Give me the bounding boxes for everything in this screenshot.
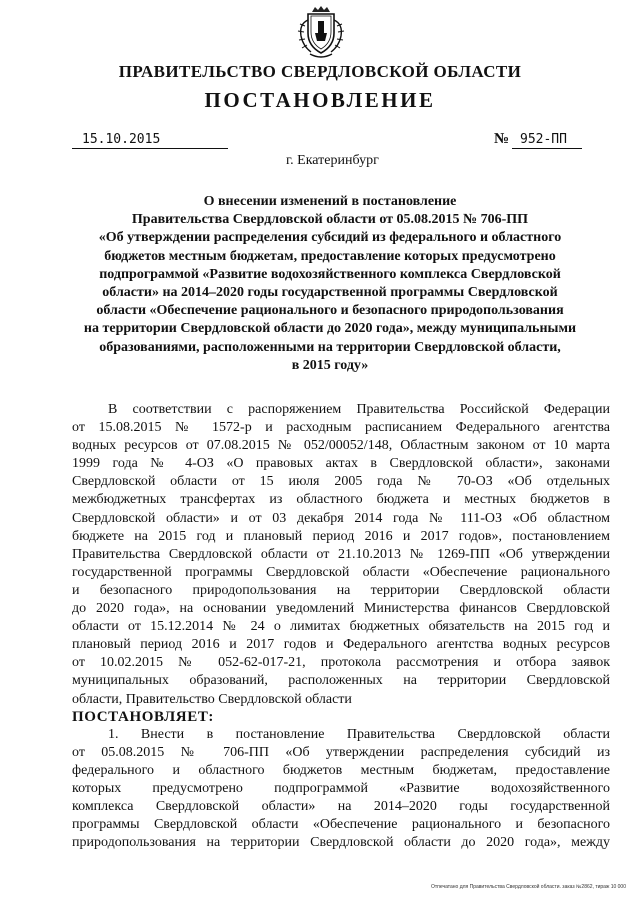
number-label: № xyxy=(494,131,510,147)
print-note: Отпечатано для Правительства Свердловской области. заказ №2862, тираж 10 000 xyxy=(430,884,626,890)
document-body xyxy=(72,401,610,852)
preamble-line: В соответствии с распоряжением Правительства Российской Федерации xyxy=(108,402,610,417)
item-1-line: от 05.08.2015 № 706-ПП «Об утверждении распределения субсидий из xyxy=(72,744,610,760)
heading-line: бюджетов местным бюджетам, предоставление которых предусмотрено xyxy=(104,248,556,264)
item-1-line: комплекса Свердловской области» на 2014–2020 годы государственной xyxy=(72,798,610,814)
heading-line: области» на 2014–2020 годы государственной программы Свердловской xyxy=(102,285,558,301)
heading-line: в 2015 году» xyxy=(291,357,369,373)
preamble-line: и безопасного природопользования на территории Свердловской области xyxy=(72,582,610,598)
preamble-line: межбюджетных трансфертах из областного бюджета и местных бюджетов в xyxy=(72,492,610,508)
heading-line: на территории Свердловской области до 2020 года», между муниципальными xyxy=(83,321,577,337)
preamble-line: до 2020 года», на основании уведомлений Министерства финансов Свердловской xyxy=(72,601,610,617)
heading-line: подпрограммой «Развитие водохозяйственного комплекса Свердловской xyxy=(99,266,561,282)
preamble-line: государственной программы Свердловской области «Обеспечение рационального xyxy=(72,564,610,580)
preamble-line: плановый период 2016 и 2017 годов и Федерального агентства водных ресурсов xyxy=(72,637,610,653)
preamble-line: муниципальных образований, расположенных на территории Свердловской xyxy=(72,673,610,689)
heading-line: «Об утверждении распределения субсидий из федерального и областного xyxy=(98,230,562,246)
heading-line: образованиями, расположенными на территории Свердловской области, xyxy=(99,339,561,355)
document-heading xyxy=(70,193,590,375)
item-1-line: природопользования на территории Свердловской области до 2020 года», между xyxy=(72,835,610,851)
document-number: 952-ПП xyxy=(512,132,582,149)
sverdlovsk-coat-of-arms-icon xyxy=(296,6,346,60)
preamble-line: Свердловской области» и от 03 декабря 2014 года № 111-ОЗ «Об областном xyxy=(72,510,610,526)
document-date: 15.10.2015 xyxy=(72,132,228,149)
item-1-line: 1. Внести в постановление Правительства Свердловской области xyxy=(108,726,610,742)
preamble-line: от 15.08.2015 № 1572-р и расходным расписанием Федерального агентства xyxy=(72,420,610,436)
preamble-line: области, Правительство Свердловской области xyxy=(72,691,352,707)
preamble-paragraph xyxy=(72,401,610,709)
resolve-heading: ПОСТАНОВЛЯЕТ: xyxy=(72,708,215,725)
heading-line: Правительства Свердловской области от 05.08.2015 № 706-ПП xyxy=(131,212,529,228)
item-1-line: федерального и областного бюджетов местным бюджетам, предоставление xyxy=(72,762,610,778)
city: г. Екатеринбург xyxy=(286,153,379,168)
document-type: ПОСТАНОВЛЕНИЕ xyxy=(204,88,436,112)
preamble-line: от 10.02.2015 № 052-62-017-21, протокола рассмотрения и отбора заявок xyxy=(72,655,610,671)
preamble-line: Свердловской области от 15 июля 2005 года № 70-ОЗ «Об отдельных xyxy=(72,474,610,490)
preamble-line: бюджете на 2015 год и плановый период 2016 и 2017 годов», постановлением xyxy=(72,528,610,544)
heading-line: О внесении изменений в постановление xyxy=(203,194,457,209)
item-1-line: программы Свердловской области «Обеспечение рационального и безопасного xyxy=(72,817,610,833)
preamble-line: Правительства Свердловской области от 21.10.2013 № 1269-ПП «Об утверждении xyxy=(72,546,610,562)
preamble-line: области от 15.12.2014 № 24 о лимитах бюджетных обязательств на 2015 год и xyxy=(72,619,610,635)
item-1-paragraph xyxy=(72,726,610,853)
preamble-line: водных ресурсов от 07.08.2015 № 052/00052/148, Областным законом от 10 марта xyxy=(72,438,610,454)
item-1-line: которых предусмотрено подпрограммой «Развитие водохозяйственного xyxy=(72,780,610,796)
preamble-line: 1999 года № 4-ОЗ «О правовых актах в Свердловской области», законами xyxy=(72,456,610,472)
government-name: ПРАВИТЕЛЬСТВО СВЕРДЛОВСКОЙ ОБЛАСТИ xyxy=(118,62,522,81)
heading-line: области «Обеспечение рационального и безопасного природопользования xyxy=(96,303,564,319)
